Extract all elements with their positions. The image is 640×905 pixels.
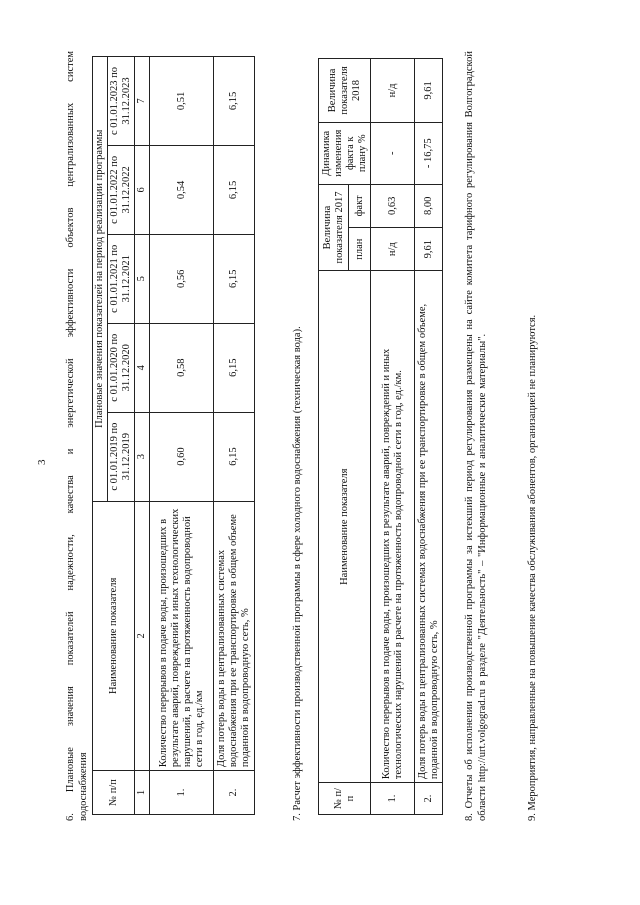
s6-row-name: Количество перерывов в подаче воды, произошедших в результате аварий, повреждений и иных технологических нарушений, в расчете на протяженность водопроводной сети в год, ед./км <box>150 501 214 771</box>
s6-col-index: 7 <box>135 57 150 146</box>
table-row <box>214 57 255 815</box>
s6-row-value: 6,15 <box>214 145 255 234</box>
s7-row-num: 2. <box>415 783 443 815</box>
s7-row-dynamics: - 16,75 <box>415 122 443 184</box>
s6-row-value: 0,54 <box>150 145 214 234</box>
section-9-text: 9. Мероприятия, направленные на повышение качества обслуживания абонентов, организацией не планируются. <box>527 314 538 821</box>
s7-row-name: Количество перерывов в подаче воды, произошедших в результате аварий, повреждений и иных технологических нарушений в расчете на протяженность водопроводной сети в год, ед./км. <box>371 271 415 783</box>
table-row <box>150 57 214 815</box>
s6-col-index: 4 <box>135 323 150 412</box>
s7-header-value2018: Величина показателя 2018 <box>319 59 371 123</box>
s6-row-value: 6,15 <box>214 234 255 323</box>
s6-col-index: 2 <box>135 501 150 771</box>
s7-header-name: Наименование показателя <box>319 271 371 783</box>
s6-col-index: 6 <box>135 145 150 234</box>
s7-row-value2018: 9,61 <box>415 59 443 123</box>
s6-row-num: 2. <box>214 771 255 815</box>
table-row <box>371 59 415 815</box>
s6-header-period: с 01.01.2019 по 31.12.2019 <box>108 412 135 501</box>
s6-row-value: 0,56 <box>150 234 214 323</box>
section-7-table <box>318 58 443 815</box>
s6-header-period: с 01.01.2021 по 31.12.2021 <box>108 234 135 323</box>
s6-row-value: 0,58 <box>150 323 214 412</box>
section-6-heading-line1: 6. Плановые значения показателей надежности, качества и энергетической эффективности объектов централизованных систем <box>65 51 76 821</box>
s7-row-fact: 0,63 <box>371 184 415 227</box>
s7-row-plan: 9,61 <box>415 228 443 271</box>
s6-header-period: с 01.01.2022 по 31.12.2022 <box>108 145 135 234</box>
s6-col-index: 5 <box>135 234 150 323</box>
s7-header-dynamics: Динамика изменения факта к плану % <box>319 122 371 184</box>
page-number: 3 <box>36 459 48 465</box>
section-7-heading: 7. Расчет эффективности производственной программы в сфере холодного водоснабжения (техническая вода). <box>292 326 303 821</box>
s6-row-value: 6,15 <box>214 323 255 412</box>
s6-header-period: с 01.01.2020 по 31.12.2020 <box>108 323 135 412</box>
s6-header-name: Наименование показателя <box>93 501 135 771</box>
s7-row-name: Доля потерь воды в централизованных системах водоснабжения при ее транспортировке в общем объеме, поданной в водопроводную сеть, % <box>415 271 443 783</box>
s6-header-num: № п/п <box>93 771 135 815</box>
s6-row-value: 0,60 <box>150 412 214 501</box>
s6-header-group: Плановые значения показателей на период реализации программы <box>93 57 108 502</box>
s7-header-value2017: Величина показателя 2017 <box>319 184 349 271</box>
s6-col-index: 3 <box>135 412 150 501</box>
s6-header-period: с 01.01.2023 по 31.12.2023 <box>108 57 135 146</box>
s7-row-num: 1. <box>371 783 415 815</box>
s6-col-index: 1 <box>135 771 150 815</box>
section-6-heading <box>64 51 90 821</box>
s6-row-name: Доля потерь воды в централизованных системах водоснабжения при ее транспортировке в общем объеме поданной в водопроводную сеть, % <box>214 501 255 771</box>
s7-row-dynamics: - <box>371 122 415 184</box>
table-row <box>415 59 443 815</box>
s7-header-num: № п/п <box>319 783 371 815</box>
s6-row-value: 6,15 <box>214 412 255 501</box>
s7-header-plan: план <box>349 228 371 271</box>
section-6-table <box>92 56 255 815</box>
s7-row-fact: 8,00 <box>415 184 443 227</box>
s7-row-plan: н/д <box>371 228 415 271</box>
s6-row-value: 6,15 <box>214 57 255 146</box>
s7-header-fact: факт <box>349 184 371 227</box>
section-6-heading-line2: водоснабжения <box>78 752 89 821</box>
s6-row-num: 1. <box>150 771 214 815</box>
s6-row-value: 0,51 <box>150 57 214 146</box>
section-8-text: 8. Отчеты об исполнении производственной программы за истекший период регулирования размещены на сайте комитета тарифного регулирования Волгоградской области http://urt.volgograd.ru в разделе "Деятельность" – "Информационные и аналитические материалы". <box>464 51 488 821</box>
s7-row-value2018: н/д <box>371 59 415 123</box>
